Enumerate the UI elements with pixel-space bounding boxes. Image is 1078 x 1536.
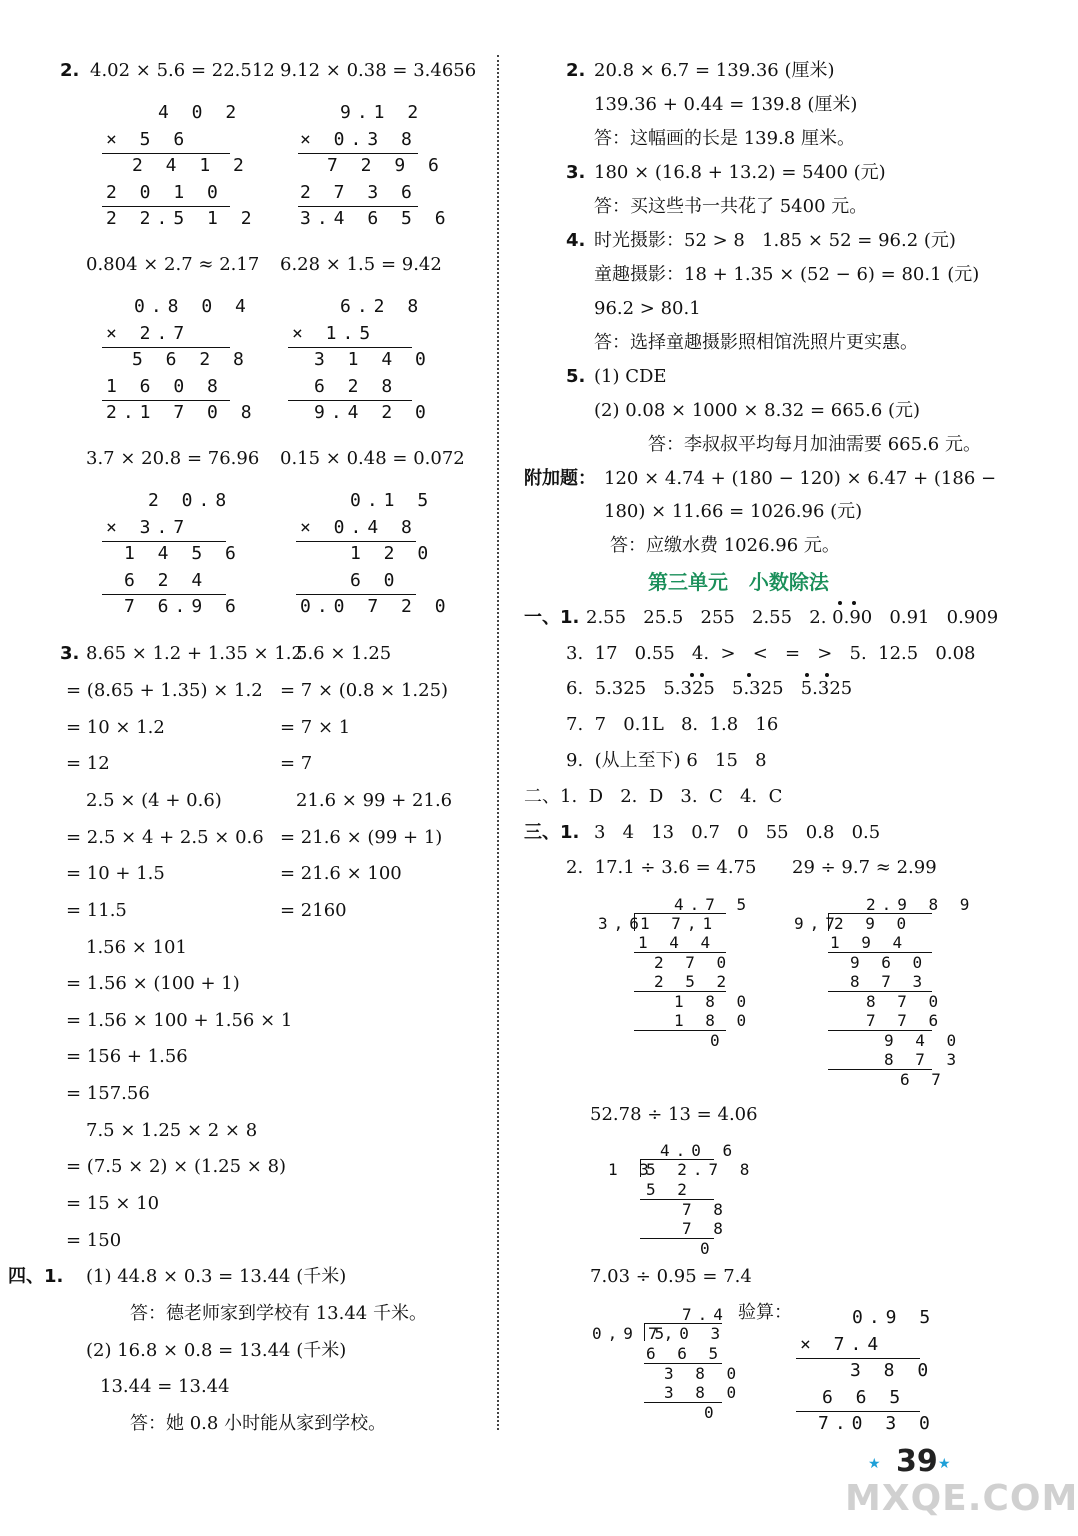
s1d: 7. 7 0.1L 8. 1.8 16 <box>566 714 779 735</box>
r5c: 答：李叔叔平均每月加油需要 665.6 元。 <box>648 434 981 455</box>
r3-label: 3. <box>566 162 586 183</box>
s1-label: 一、1. <box>524 607 580 628</box>
q3e-line: = 1.56 × 100 + 1.56 × 1 <box>66 1010 293 1031</box>
r4c: 96.2 > 80.1 <box>594 298 701 319</box>
s3b: 2. 17.1 ÷ 3.6 = 4.75 <box>566 857 757 878</box>
q3f-line: 7.5 × 1.25 × 2 × 8 <box>86 1120 258 1141</box>
q3b-line: = 7 × 1 <box>280 717 351 738</box>
star-icon: ★ <box>938 1456 951 1472</box>
q3f-line: = (7.5 × 2) × (1.25 × 8) <box>66 1156 287 1177</box>
eq6: 0.15 × 0.48 = 0.072 <box>280 448 465 469</box>
q3d-line: = 21.6 × 100 <box>280 863 402 884</box>
s1c: 6. 5.325 5.325 5.325 5.325 <box>566 678 853 699</box>
check-label: 验算： <box>738 1302 792 1323</box>
q4-1b: (2) 16.8 × 0.8 = 13.44 (千米) <box>86 1340 347 1361</box>
page-number: 39 <box>896 1444 938 1479</box>
q3f-line: = 15 × 10 <box>66 1193 160 1214</box>
q3e-line: = 157.56 <box>66 1083 150 1104</box>
q3f-line: = 150 <box>66 1230 122 1251</box>
r5b: (2) 0.08 × 1000 × 8.32 = 665.6 (元) <box>594 400 921 421</box>
repeat-dot <box>700 673 704 677</box>
s3-label: 三、1. <box>524 822 580 843</box>
q3e-line: = 1.56 × (100 + 1) <box>66 973 240 994</box>
r2-label: 2. <box>566 60 586 81</box>
repeat-dot <box>690 673 694 677</box>
q3c-line: = 11.5 <box>66 900 127 921</box>
q2-eq1: 4.02 × 5.6 = 22.512 <box>90 60 275 81</box>
q3b-line: = 7 × (0.8 × 1.25) <box>280 680 449 701</box>
q4-1b-answer: 答：她 0.8 小时能从家到学校。 <box>130 1413 387 1434</box>
r4a: 时光摄影：52 > 8 1.85 × 52 = 96.2 (元) <box>594 230 956 251</box>
s2: 二、1. D 2. D 3. C 4. C <box>524 786 783 807</box>
q2-eq2: 9.12 × 0.38 = 3.4656 <box>280 60 477 81</box>
r4d: 答：选择童趣摄影照相馆洗照片更实惠。 <box>594 332 918 353</box>
extra-label: 附加题： <box>524 468 596 489</box>
eq3: 0.804 × 2.7 ≈ 2.17 <box>86 254 260 275</box>
r4-label: 4. <box>566 230 586 251</box>
repeat-dot <box>747 673 751 677</box>
s3a: 3 4 13 0.7 0 55 0.8 0.5 <box>594 822 881 843</box>
eq4: 6.28 × 1.5 = 9.42 <box>280 254 442 275</box>
q3a-line: = (8.65 + 1.35) × 1.2 <box>66 680 263 701</box>
q3a-line: = 10 × 1.2 <box>66 717 165 738</box>
q4-1a-answer: 答：德老师家到学校有 13.44 千米。 <box>130 1303 427 1324</box>
q3a-line: = 12 <box>66 753 110 774</box>
q2-label: 2. <box>60 60 80 81</box>
q3b-line: = 7 <box>280 753 313 774</box>
star-icon: ★ <box>868 1456 881 1472</box>
r2c: 答：这幅画的长是 139.8 厘米。 <box>594 128 855 149</box>
extra-a: 120 × 4.74 + (180 − 120) × 6.47 + (186 − <box>604 468 997 489</box>
repeat-dot <box>838 601 842 605</box>
q3b-line: 5.6 × 1.25 <box>296 643 392 664</box>
watermark: MXQE.COM <box>845 1478 1078 1519</box>
r3b: 答：买这些书一共花了 5400 元。 <box>594 196 868 217</box>
s3d: 52.78 ÷ 13 = 4.06 <box>590 1104 758 1125</box>
s3e: 7.03 ÷ 0.95 = 7.4 <box>590 1266 752 1287</box>
q3a-line: 8.65 × 1.2 + 1.35 × 1.2 <box>86 643 303 664</box>
q4-1a: (1) 44.8 × 0.3 = 13.44 (千米) <box>86 1266 347 1287</box>
r2b: 139.36 + 0.44 = 139.8 (厘米) <box>594 94 858 115</box>
repeat-dot <box>805 673 809 677</box>
q3d-line: = 21.6 × (99 + 1) <box>280 827 443 848</box>
r5a: (1) CDE <box>594 366 667 387</box>
q3e-line: = 156 + 1.56 <box>66 1046 188 1067</box>
s3c: 29 ÷ 9.7 ≈ 2.99 <box>792 857 937 878</box>
extra-c: 答：应缴水费 1026.96 元。 <box>610 535 840 556</box>
unit-title: 第三单元 小数除法 <box>648 570 829 594</box>
s1e: 9. (从上至下) 6 15 8 <box>566 750 767 771</box>
q3d-line: = 2160 <box>280 900 347 921</box>
column-divider <box>497 55 499 1430</box>
q3c-line: = 10 + 1.5 <box>66 863 165 884</box>
eq5: 3.7 × 20.8 = 76.96 <box>86 448 260 469</box>
r3a: 180 × (16.8 + 13.2) = 5400 (元) <box>594 162 886 183</box>
q3c-line: 2.5 × (4 + 0.6) <box>86 790 222 811</box>
r4b: 童趣摄影：18 + 1.35 × (52 − 6) = 80.1 (元) <box>594 264 980 285</box>
q4-label: 四、1. <box>8 1266 64 1287</box>
q3c-line: = 2.5 × 4 + 2.5 × 0.6 <box>66 827 264 848</box>
q4-1b-eq: 13.44 = 13.44 <box>100 1376 230 1397</box>
r2a: 20.8 × 6.7 = 139.36 (厘米) <box>594 60 835 81</box>
repeat-dot <box>825 673 829 677</box>
q3-label: 3. <box>60 643 80 664</box>
q3d-line: 21.6 × 99 + 21.6 <box>296 790 453 811</box>
r5-label: 5. <box>566 366 586 387</box>
s1a: 2.55 25.5 255 2.55 2. 0.90 0.91 0.909 <box>586 607 999 628</box>
q3e-line: 1.56 × 101 <box>86 937 187 958</box>
repeat-dot <box>852 601 856 605</box>
s1b: 3. 17 0.55 4. > < = > 5. 12.5 0.08 <box>566 643 976 664</box>
extra-b: 180) × 11.66 = 1026.96 (元) <box>604 501 863 522</box>
